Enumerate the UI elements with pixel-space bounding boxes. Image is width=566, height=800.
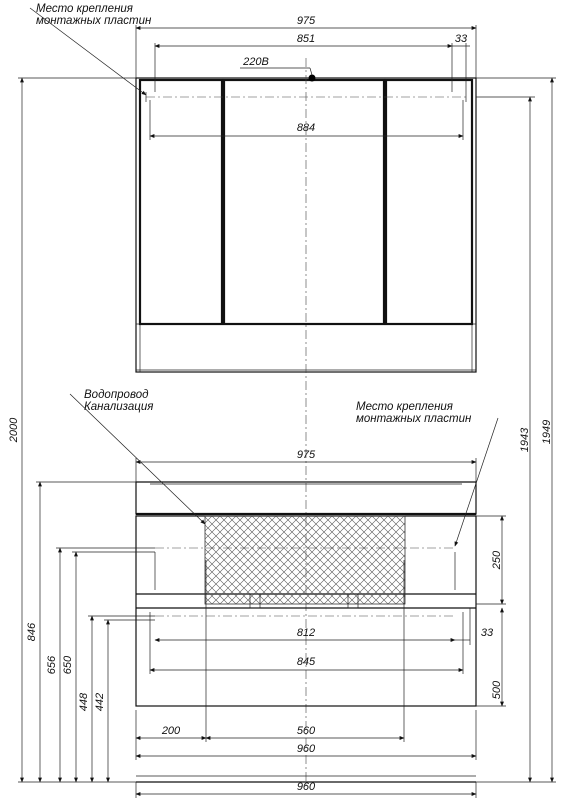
dim-mount-offset-top: 33 <box>454 33 468 45</box>
right-dimensions <box>476 78 556 782</box>
top-mount-note <box>30 3 152 95</box>
dim-offset-560: 560 <box>296 725 316 737</box>
dim-height-846: 846 <box>26 622 38 642</box>
dim-mount-span-top: 851 <box>296 33 316 45</box>
dim-height-1949: 1949 <box>541 419 553 445</box>
dim-mirror-width: 975 <box>296 15 316 27</box>
mirror-door-right <box>386 80 472 324</box>
top-mount-note-line2: монтажных пластин <box>36 15 152 27</box>
dim-mount-span-bottom: 812 <box>296 627 316 639</box>
power-label: 220В <box>243 56 269 68</box>
top-mount-note-line1: Место крепления <box>36 3 133 15</box>
dim-mount-offset-bottom: 33 <box>480 627 494 639</box>
dim-height-650: 650 <box>62 655 74 675</box>
dim-height-442: 442 <box>94 692 106 712</box>
plumbing-zone <box>205 516 405 604</box>
dim-floor-width: 960 <box>296 781 316 793</box>
dim-cabinet-width: 960 <box>296 743 316 755</box>
dim-inner-span-top: 884 <box>296 122 316 134</box>
dim-inner-span-bottom: 845 <box>296 656 316 668</box>
bottom-mount-note-line1: Место крепления <box>356 401 453 413</box>
plumbing-note-line1: Водопровод <box>84 389 149 401</box>
dim-total-height: 2000 <box>8 417 20 443</box>
left-dimensions <box>8 78 155 782</box>
power-outlet-point <box>309 75 316 82</box>
dim-sink-width: 975 <box>296 449 316 461</box>
plumbing-note-line2: Канализация <box>84 401 154 413</box>
dim-height-448: 448 <box>78 692 90 712</box>
dim-height-1943: 1943 <box>519 427 531 453</box>
dim-drawer-zone-250: 250 <box>491 550 503 570</box>
dim-offset-200: 200 <box>161 725 181 737</box>
dim-height-656: 656 <box>46 655 58 675</box>
bottom-mount-note-line2: монтажных пластин <box>356 413 472 425</box>
dim-base-height-500: 500 <box>491 680 503 700</box>
sink-dimensions <box>136 449 476 482</box>
mirror-door-left <box>140 80 222 324</box>
plumbing-note <box>70 389 205 524</box>
mirror-door-center <box>224 80 384 324</box>
